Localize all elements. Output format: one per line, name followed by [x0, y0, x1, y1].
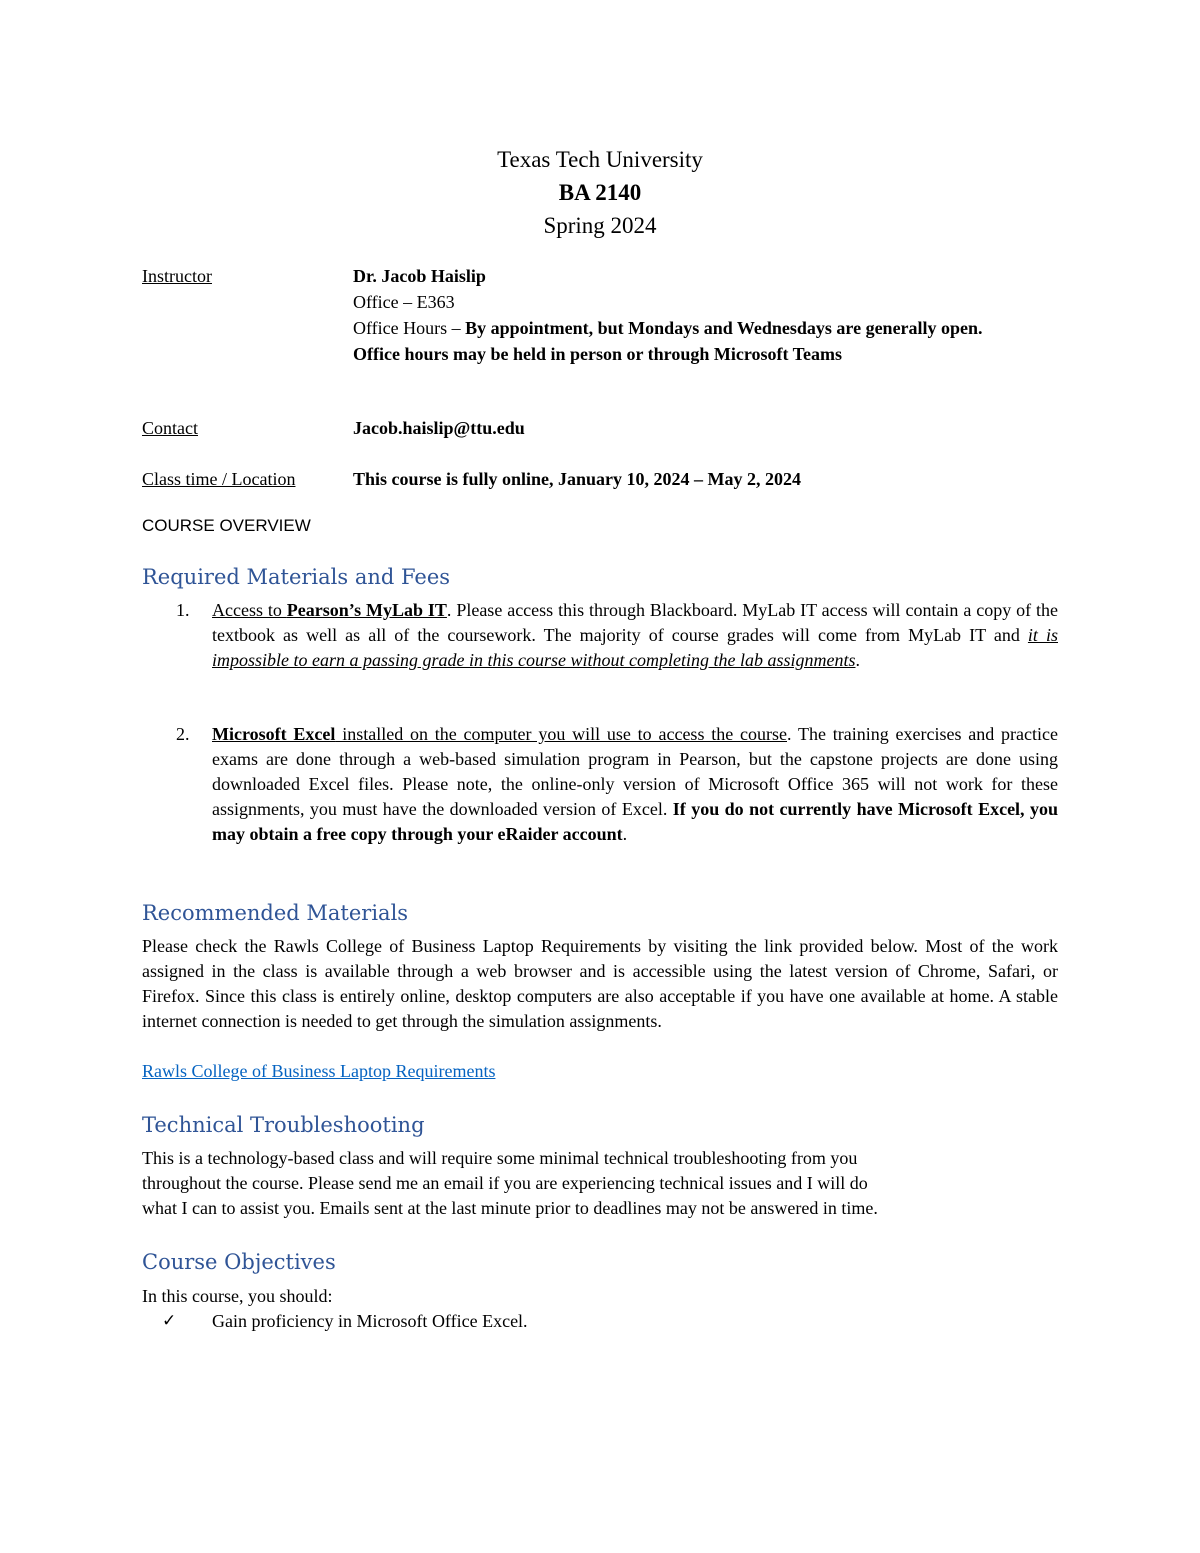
check-mark-icon: ✓: [162, 1311, 177, 1331]
instructor-name: Dr. Jacob Haislip: [353, 266, 486, 286]
course-code: BA 2140: [558, 180, 642, 205]
required-item-2-body: . The training exercises and practice exams are done through a web-based simulation program in Pearson, but the capstone projects are done using downloaded Excel files. Please note, the online-only version of Microsoft Office 365 will not work for these assignments, you must have the downloaded version of Excel.: [212, 724, 1058, 819]
free-copy-note: If you do not currently have Microsoft Excel, you may obtain a free copy through your eRaider account: [212, 799, 1058, 844]
course-objectives-heading: Course Objectives: [142, 1250, 336, 1274]
installed-text: installed on the computer you will use to access the course: [335, 724, 787, 744]
troubleshooting-line: throughout the course. Please send me an email if you are experiencing technical issues and I will do: [142, 1173, 868, 1193]
course-overview-heading: COURSE OVERVIEW: [142, 516, 311, 535]
technical-troubleshooting-heading: Technical Troubleshooting: [142, 1113, 425, 1137]
class-time-label: Class time / Location: [142, 469, 296, 489]
mylab-product: Pearson’s MyLab IT: [286, 600, 447, 620]
contact-label: Contact: [142, 418, 198, 438]
title-block: [142, 143, 1058, 242]
laptop-requirements-link[interactable]: Rawls College of Business Laptop Requirements: [142, 1061, 496, 1081]
recommended-materials-body: Please check the Rawls College of Business Laptop Requirements by visiting the link provided below. Most of the work assigned in the class is available through a web browser and is accessible using the latest version of Chrome, Safari, or Firefox. Since this class is entirely online, desktop computers are also acceptable if you have one available at home. A stable internet connection is needed to get through the simulation assignments.: [142, 936, 1058, 1031]
contact-email: Jacob.haislip@ttu.edu: [353, 418, 525, 438]
period: .: [622, 824, 628, 844]
course-term: Spring 2024: [543, 213, 657, 238]
excel-product: Microsoft Excel: [212, 724, 336, 744]
office-hours-value: By appointment, but Mondays and Wednesdays are generally open.: [465, 318, 983, 338]
required-materials-heading: Required Materials and Fees: [142, 565, 451, 589]
item-number: 2.: [176, 724, 190, 744]
instructor-label: Instructor: [142, 266, 212, 286]
recommended-materials-link-row: [142, 1059, 1058, 1084]
period: .: [855, 650, 860, 670]
class-time-value: This course is fully online, January 10, 2024 – May 2, 2024: [353, 469, 802, 489]
instructor-details: [353, 263, 1058, 367]
office-hours-note: Office hours may be held in person or through Microsoft Teams: [353, 344, 843, 364]
required-item-1-text: [212, 598, 1058, 673]
required-item-1-body: . Please access this through Blackboard. MyLab IT access will contain a copy of the textbook as well as all of the coursework. The majority of course grades will come from MyLab IT and: [212, 600, 1058, 645]
passing-grade-emphasis: it is impossible to earn a passing grade in this course without completing the lab assignments: [212, 625, 1058, 670]
troubleshooting-line: what I can to assist you. Emails sent at the last minute prior to deadlines may not be answered in time.: [142, 1198, 878, 1218]
access-to-text: Access to: [212, 600, 287, 620]
required-item-2-text: [212, 722, 1058, 847]
instructor-office: Office – E363: [353, 292, 455, 312]
technical-troubleshooting-body: [142, 1146, 1058, 1221]
course-objectives-intro: In this course, you should:: [142, 1286, 333, 1306]
item-number: 1.: [176, 600, 190, 620]
office-hours-label: Office Hours –: [353, 318, 466, 338]
recommended-materials-heading: Recommended Materials: [142, 901, 409, 925]
troubleshooting-line: This is a technology-based class and will require some minimal technical troubleshooting from you: [142, 1148, 858, 1168]
university-name: Texas Tech University: [497, 147, 703, 172]
office-hours: [353, 315, 1058, 341]
objective-text: Gain proficiency in Microsoft Office Excel.: [212, 1311, 528, 1331]
